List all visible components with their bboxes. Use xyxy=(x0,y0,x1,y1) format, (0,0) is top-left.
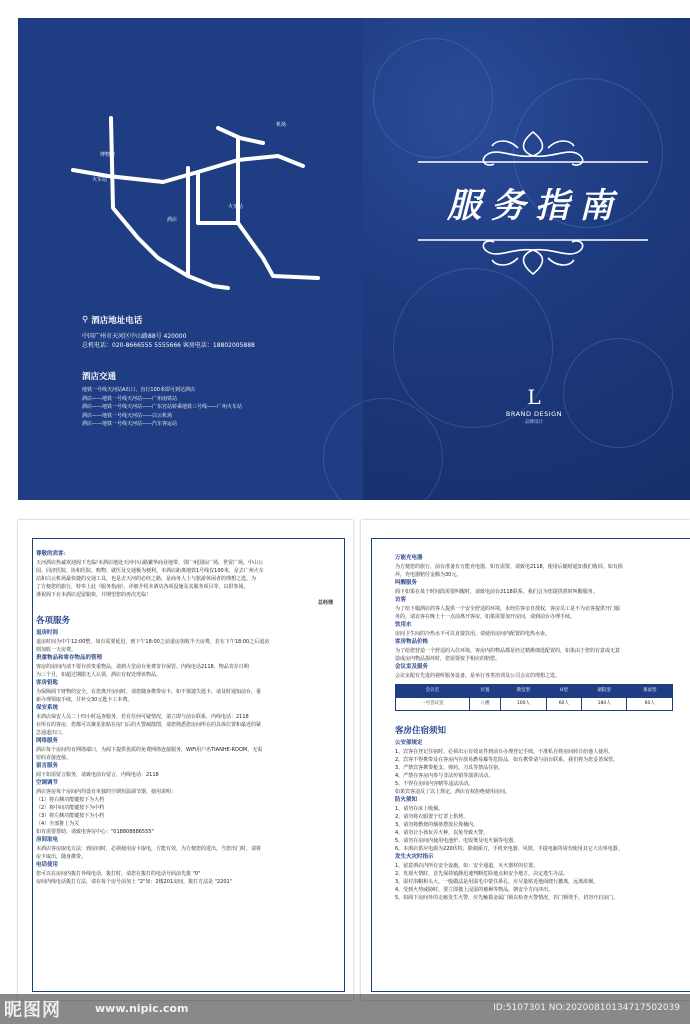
block-line: 4、严禁在客房内参与非法传销等演讲活动。 xyxy=(395,773,494,779)
traffic-line: 酒店——地铁一号线天河站——广东宫站转乘地铁三号线——广州火车站 xyxy=(82,404,243,410)
item-line: 阁下如需留言服务，请致电前台留言，内线电话：2118 xyxy=(36,772,159,778)
cover-back-panel xyxy=(18,18,363,500)
item-line: 则加收一天房费。 xyxy=(36,647,77,653)
brand-letter: L xyxy=(527,385,541,409)
route-map xyxy=(68,98,328,293)
table-cell: 八楼 xyxy=(469,698,500,711)
watermark-bar xyxy=(0,994,690,1024)
greeting-line: 谨祝阁下在本酒店逗留愉快，并期望您的再次光临！ xyxy=(36,592,152,598)
table-cell: 180人 xyxy=(581,698,627,711)
item-line: 会议室配有先进的视听服务设备，是举行各类培训及公司会议的理想之选。 xyxy=(395,673,561,679)
table-header: 位置 xyxy=(469,685,500,698)
address-title: 酒店地址电话 xyxy=(91,316,143,326)
item-title: 退房时间 xyxy=(36,630,59,636)
block-line: 5、不得在房间内容赌等违法活动。 xyxy=(395,781,474,787)
address-section xyxy=(82,314,352,429)
table-header: 剧院型 xyxy=(581,685,627,698)
map-label-airport: 机场 xyxy=(276,122,287,128)
block-line: 4、请勿让小孩玩弄火种，以免导致火警。 xyxy=(395,830,489,836)
top-ornament-icon xyxy=(418,126,648,176)
block-line: 3、请勿将燃烧的烟蒂摆放垃圾桶内。 xyxy=(395,822,479,828)
item-line: 密码直接连接。 xyxy=(36,755,72,761)
signature: 总经理 xyxy=(317,600,333,606)
item-line: 为了给下榻酒店的客人提供一个安全舒适的环境，未经住客亲自授权，客房员工是不为访客提供开门服 xyxy=(395,606,621,612)
brand-subtitle: 品牌设计 xyxy=(525,420,543,425)
item-title: 网络服务 xyxy=(36,738,59,744)
item-line: 房间卫生间的冷热水不可以直接饮用，请使用房间内配置的电热水壶。 xyxy=(395,631,551,637)
item-line: 为了给您营造一个舒适的入住环境，客房内的物品都是经过精挑细选配置的，如果由于您的有意或无意 xyxy=(395,648,621,654)
item-line: 新办理领取手续，并补交30元匙卡工本费。 xyxy=(36,697,133,703)
item-line: 酒店每个房间均有网络端口，为阁下提供优质的免费网络连接服务，WiFi用户名TIANHE-ROOM，无需 xyxy=(36,747,263,753)
item-title: 客房物品价格 xyxy=(395,639,429,645)
item-line: （2）将中间功能键按下为中档 xyxy=(36,805,105,811)
item-line: 本酒店保安人员二十四小时巡查服务，若有任何可疑情况，请立即与前台联系，内线电话：2118 xyxy=(36,714,249,720)
item-line: 房间内线电话拨打方法，请在每个房号前加上 "2"如：2楼201房间，拨打方法是 "2201" xyxy=(36,879,233,885)
block-line: 4、受到火势威胁时，要立即披上浸湿的被褥等物品，朝安全方向冲出。 xyxy=(395,887,554,893)
table-header: 教室型 xyxy=(501,685,547,698)
traffic-line: 酒店——地铁一号线天河站——白云机场 xyxy=(82,412,173,419)
item-title: 保安系统 xyxy=(36,705,59,711)
block-line: 如果宾客违反了以上规定，酒店有权拒绝使用房间。 xyxy=(395,789,511,795)
item-line: 客房的房间内请不要存放贵重物品，请到大堂前台免费寄存保管。内线电话2118，物品寄存日期 xyxy=(36,664,249,670)
item-line: 阁下如果在某个时间段需要叫醒时，请致电前台2118联系，我们会为您提供准时叫醒服务。 xyxy=(395,589,598,595)
traffic-line: 酒店——地铁一号线天河站——广州南铁站 xyxy=(82,395,178,402)
right-content xyxy=(395,554,685,902)
item-title: 叫醒服务 xyxy=(395,580,418,586)
greeting-line: 站和白云机场最快捷的交通工具，也是去天河的必经之路，是商务人士与旅游休闲者的理想之选。为 xyxy=(36,576,257,582)
block-title: 公安部规定 xyxy=(395,740,423,746)
item-title: 电话使用 xyxy=(36,862,59,868)
item-line: （1）将右侧功能键按下为大档 xyxy=(36,797,105,803)
inner-right-page xyxy=(361,520,690,1000)
phone-line: 总机电话：020-8666555 5555666 客房电话：18802005888 xyxy=(82,342,255,349)
block-line: 1、留意酒店内所有安全设施。如：安全通道，灭火器材的位置。 xyxy=(395,863,539,869)
watermark-url: www.nipic.com xyxy=(95,1002,189,1015)
inner-left-page xyxy=(18,520,353,1000)
watermark-id: ID:5107301 NO:20200810134717502039 xyxy=(493,1003,680,1013)
item-line: 急通道出口。 xyxy=(36,730,67,736)
cover-title: 服务指南 xyxy=(447,186,623,226)
services-title: 各项服务 xyxy=(36,616,71,626)
greeting-title: 尊敬的宾客： xyxy=(36,551,70,557)
item-line: （3）将左侧功能键按下为小档 xyxy=(36,813,105,819)
stay-notice-title: 客房住宿须知 xyxy=(395,726,447,736)
item-line: 在所有的客房，您都可以聚见张贴在房门后的火警疏散图，请您熟悉您房间所在的具体位置和最近的紧 xyxy=(36,722,262,728)
item-line: 为三个月，如超过期限无人认领，酒店有权处理该物品。 xyxy=(36,672,162,678)
greeting-line: 天河酒店热诚欢迎阁下光临!本酒店地处天河中山路繁华商业地带，邻广州国际广场、世贸广场、中山公 xyxy=(36,560,264,566)
table-row xyxy=(396,698,673,711)
item-title: 万能充电器 xyxy=(395,555,423,561)
table-cell: 60人 xyxy=(627,698,673,711)
block-line: 2、宾客不得携带及在客房内存放易燃易爆等危险品，如有携带请与前台联系，我们将为您妥善保管。 xyxy=(395,757,619,763)
greeting-line: 了方便您的旅行，特奉上此《服务指南》，详细介绍本酒店各项设施及其服务项目等，以供参阅。 xyxy=(36,584,249,590)
block-title: 发生火灾时指示 xyxy=(395,854,434,860)
meeting-room-table xyxy=(395,684,673,711)
item-line: 造成房内物品损坏时，您需要按予相应的赔偿。 xyxy=(395,656,501,662)
table-header: U型 xyxy=(546,685,581,698)
item-line: 酒店客房每个房间内均设有单独的空调恒温调节器，使用说明： xyxy=(36,789,177,795)
item-line: 您可以在房间内拨打外线电话，拨打时，请您在拨打的电话号码前先拨 "0" xyxy=(36,871,201,877)
block-line: 6、本酒店供应电源为220伏特，除剃须刀，手机充电器，风筒，手提电脑等请勿使用其它大功率电器。 xyxy=(395,846,623,852)
location-pin-icon: ⚲ xyxy=(82,315,89,325)
map-label-museum: 博物馆 xyxy=(100,152,116,158)
item-line: 为保障阁下财物的安全，在您离开房间时，请您随身携带房卡，如不慎遗失匙卡，请及时通知前台，重 xyxy=(36,689,262,695)
item-title: 空调调节 xyxy=(36,780,59,786)
table-header: 课桌型 xyxy=(627,685,673,698)
cover-spread xyxy=(18,18,690,500)
item-line: 房卡取出，随身携带。 xyxy=(36,854,87,860)
left-content xyxy=(36,550,341,886)
item-line: 如有需要帮助，请致电客房中心："018808886555" xyxy=(36,829,154,835)
item-title: 饮用水 xyxy=(395,622,412,628)
map-label-hotel: 酒店 xyxy=(167,217,178,223)
block-line: 3、严禁宾客携带枪支、弹药、刀具等禁品住宿。 xyxy=(395,765,504,771)
item-line: （4）全部推上为关 xyxy=(36,821,80,827)
table-header: 会议室 xyxy=(396,685,470,698)
greeting-line: 园、同济医院、协和医院。购物、就医及交通极为便利。本酒店距离地铁1号线仅100米，是去广州火车 xyxy=(36,568,264,574)
map-label-train-station: 火车站 xyxy=(92,177,108,183)
block-line: 1、请勿在床上吸烟。 xyxy=(395,806,444,812)
block-line: 3、湿衬浴帽和头大，一般做法是用湿毛巾蒙住鼻孔，应尽量贴近地面爬行撤离，远离浓烟。 xyxy=(395,879,599,885)
traffic-line: 地铁一号线天河站A出口，直行100米即可到达酒店 xyxy=(82,387,195,393)
block-line: 5、如阁下房间外的走廊发生火警，应先触摸金属门锁以检查火警情况，若门锁烫手，切勿开启房门。 xyxy=(395,895,619,901)
bottom-ornament-icon xyxy=(418,230,648,280)
table-cell: 100人 xyxy=(501,698,547,711)
item-title: 客房钥匙 xyxy=(36,680,59,686)
block-line: 5、请勿在房间内使用电池炉、电饭煲及电火锅等电器。 xyxy=(395,838,519,844)
map-label-bus-station: 火车站 xyxy=(228,204,244,210)
watermark-logo: 昵图网 xyxy=(4,1000,61,1021)
block-title: 防火须知 xyxy=(395,797,418,803)
item-line: 坏，充电器赔付金额为30元。 xyxy=(395,572,462,578)
item-title: 会议室及服务 xyxy=(395,664,429,670)
table-cell: 一号会议室 xyxy=(396,698,470,711)
item-line: 本酒店客房取电方法：到房间时，必须使用房卡取电，方能有效，为方便您的进出，当您出门时，请将 xyxy=(36,846,262,852)
table-cell: 60人 xyxy=(546,698,581,711)
address-line: 中国广州市天河区中山路88号 420000 xyxy=(82,333,187,340)
block-line: 1、宾客在登记住宿时，必须出示有效证件到前台办理登记手续，不准私自将房间转让给他人使用。 xyxy=(395,749,614,755)
item-title: 贵重物品和寄存物品的管理 xyxy=(36,655,103,661)
traffic-title: 酒店交通 xyxy=(82,372,117,382)
block-line: 2、请勿将衣服置于灯罩上烘烤。 xyxy=(395,814,469,820)
traffic-line: 酒店——地铁一号线天河站——汽车客运站 xyxy=(82,421,178,427)
item-title: 访客 xyxy=(395,597,407,603)
brand-logo xyxy=(484,386,584,425)
item-line: 为方便您的旅行，前台准备有万能充电器，如有需要，请致电2118，使用后随时通知我们收回。如有损 xyxy=(395,564,623,570)
item-title: 留言服务 xyxy=(36,763,59,769)
item-title: 房间取电 xyxy=(36,837,59,843)
item-line: 退房时间为中午12:00整，如有需要延迟，到下午18:00之前退房加收半天房费，若在下午18:00之后退房 xyxy=(36,639,270,645)
brand-name: BRAND DESIGN xyxy=(505,410,563,418)
item-line: 务的，请访客在晚上十一点前离开客房，如果需要加开房间，请到前台办理手续。 xyxy=(395,614,576,620)
block-line: 2、发现火情时，首先保持镇静迅速判断危险地点和安全地方，决定逃生办法。 xyxy=(395,871,569,877)
